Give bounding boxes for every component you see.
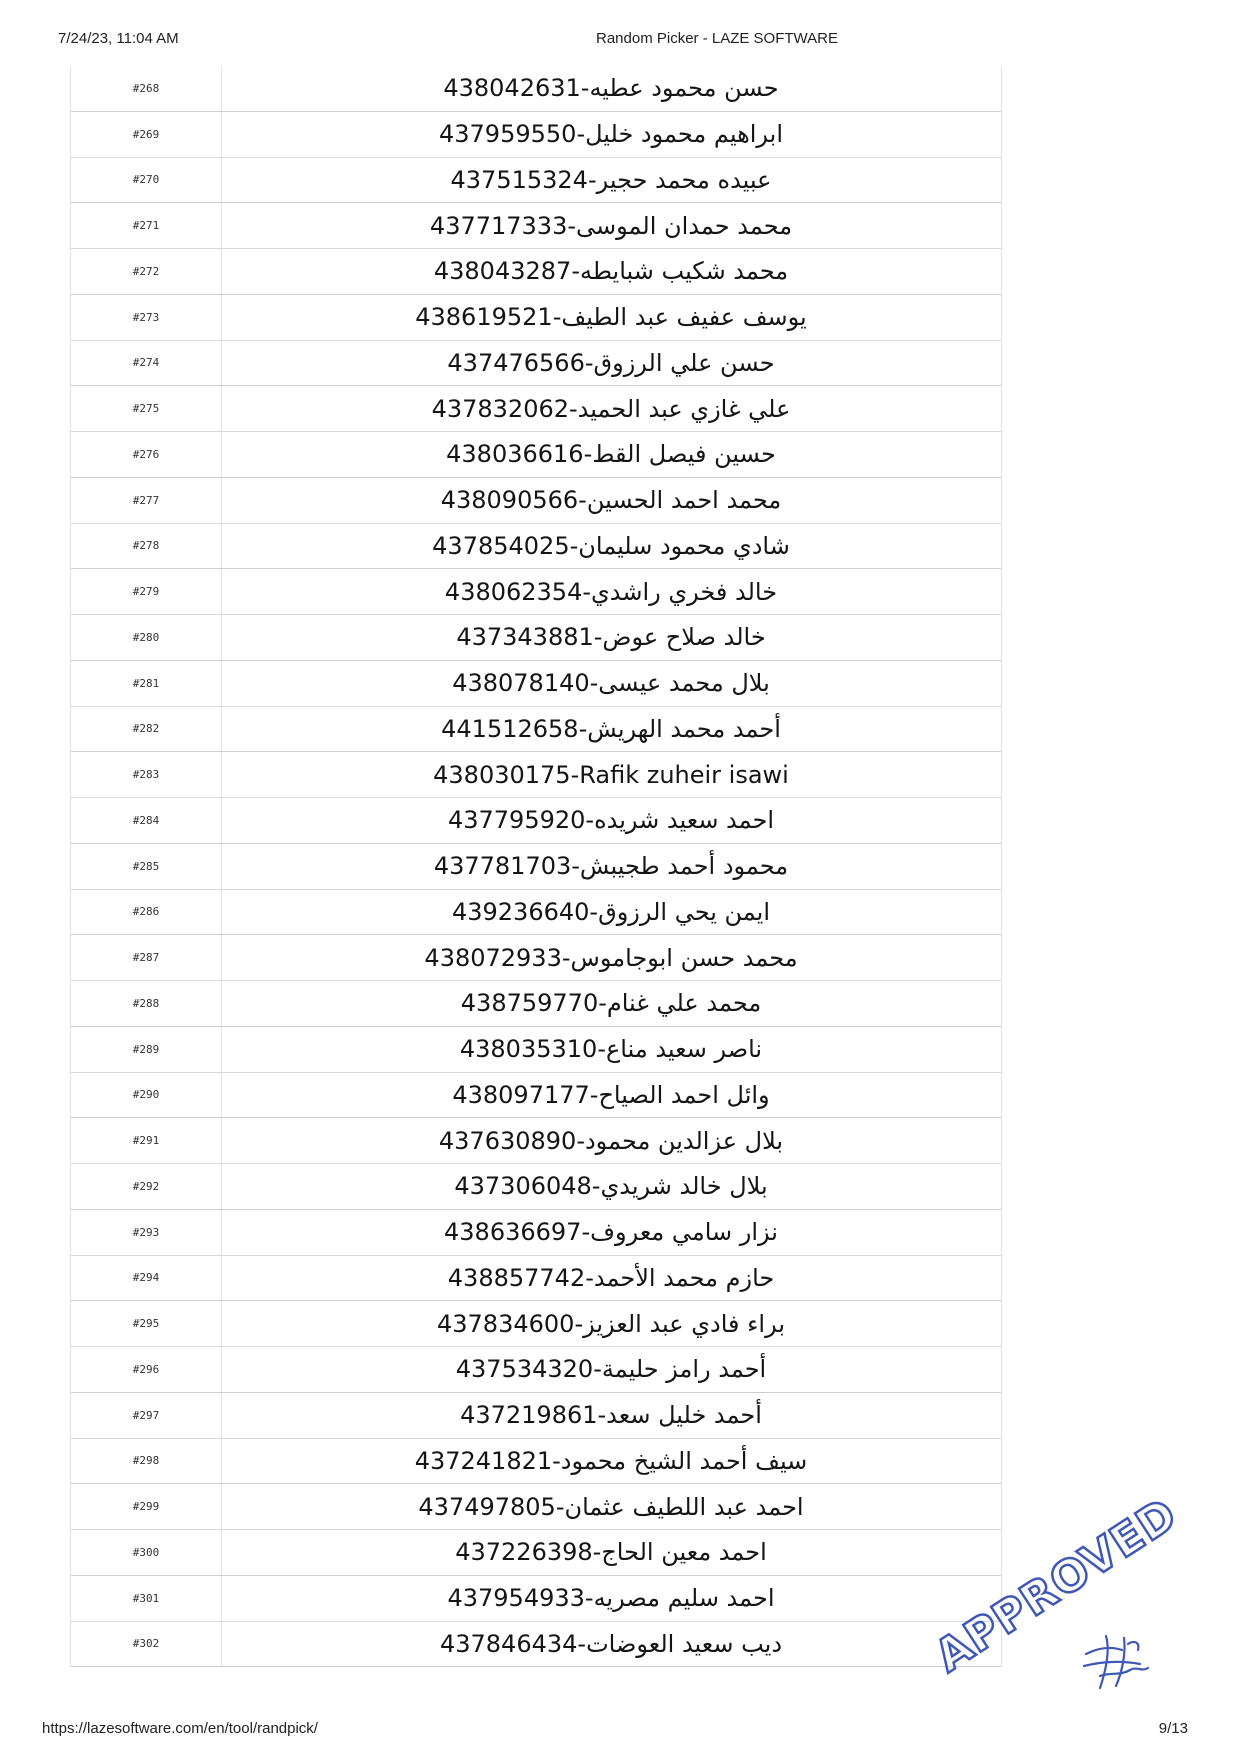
row-value: احمد عبد اللطيف عثمان-437497805 [418, 1492, 804, 1521]
table-row [71, 203, 1001, 249]
row-number: #279 [71, 569, 222, 614]
table-row [71, 844, 1001, 890]
row-value: حسن محمود عطيه-438042631 [443, 74, 779, 103]
table-row [71, 158, 1001, 204]
table-row [71, 569, 1001, 615]
row-number: #284 [71, 798, 222, 843]
table-row [71, 661, 1001, 707]
row-number: #278 [71, 524, 222, 569]
row-number: #302 [71, 1622, 222, 1667]
row-value: علي غازي عبد الحميد-437832062 [431, 394, 791, 423]
row-value: ابراهيم محمود خليل-437959550 [439, 120, 783, 149]
row-number: #298 [71, 1439, 222, 1484]
row-value: أحمد محمد الهريش-441512658 [441, 714, 781, 743]
row-number: #288 [71, 981, 222, 1026]
row-value: عبيده محمد حجير-437515324 [450, 165, 772, 194]
row-number: #290 [71, 1073, 222, 1118]
table-row [71, 249, 1001, 295]
row-value: محمد احمد الحسين-438090566 [440, 486, 782, 515]
row-number: #276 [71, 432, 222, 477]
table-row [71, 615, 1001, 661]
row-number: #274 [71, 341, 222, 386]
row-value: حازم محمد الأحمد-438857742 [447, 1263, 775, 1292]
row-number: #273 [71, 295, 222, 340]
row-value: يوسف عفيف عبد الطيف-438619521 [415, 303, 807, 332]
table-row [71, 1118, 1001, 1164]
table-row [71, 1530, 1001, 1576]
handwritten-signature-icon [1076, 1626, 1156, 1696]
row-value: حسن علي الرزوق-437476566 [447, 348, 775, 377]
row-value: 438030175-Rafik zuheir isawi [433, 760, 789, 789]
table-row [71, 341, 1001, 387]
page-number: 9/13 [1158, 1720, 1188, 1737]
table-row [71, 1439, 1001, 1485]
row-value: ايمن يحي الرزوق-439236640 [451, 897, 771, 926]
table-row [71, 935, 1001, 981]
table-row [71, 478, 1001, 524]
row-value: محمد حمدان الموسى-437717333 [429, 211, 793, 240]
table-row [71, 1576, 1001, 1622]
row-number: #272 [71, 249, 222, 294]
row-value: احمد سليم مصريه-437954933 [447, 1584, 775, 1613]
row-number: #269 [71, 112, 222, 157]
row-value: أحمد رامز حليمة-437534320 [455, 1355, 767, 1384]
row-number: #268 [71, 66, 222, 111]
table-row [71, 1073, 1001, 1119]
table-row [71, 798, 1001, 844]
table-row [71, 1393, 1001, 1439]
row-value: احمد سعيد شريده-437795920 [447, 806, 775, 835]
table-row [71, 386, 1001, 432]
row-number: #287 [71, 935, 222, 980]
row-number: #270 [71, 158, 222, 203]
row-number: #280 [71, 615, 222, 660]
table-row [71, 1301, 1001, 1347]
print-datetime: 7/24/23, 11:04 AM [58, 30, 179, 47]
row-number: #283 [71, 752, 222, 797]
row-number: #282 [71, 707, 222, 752]
table-row [71, 66, 1001, 112]
row-value: ناصر سعيد مناع-438035310 [459, 1035, 763, 1064]
row-value: ديب سعيد العوضات-437846434 [439, 1629, 783, 1658]
row-number: #285 [71, 844, 222, 889]
table-row [71, 752, 1001, 798]
table-row [71, 981, 1001, 1027]
source-url: https://lazesoftware.com/en/tool/randpick/ [42, 1720, 318, 1737]
row-value: خالد فخري راشدي-438062354 [444, 577, 778, 606]
row-value: شادي محمود سليمان-437854025 [432, 531, 790, 560]
table-row [71, 432, 1001, 478]
table-row [71, 1484, 1001, 1530]
row-value: احمد معين الحاج-437226398 [455, 1538, 767, 1567]
approved-stamp-text: APPROVED [925, 1488, 1187, 1682]
row-number: #289 [71, 1027, 222, 1072]
row-number: #286 [71, 890, 222, 935]
row-number: #300 [71, 1530, 222, 1575]
table-row [71, 890, 1001, 936]
row-number: #291 [71, 1118, 222, 1163]
row-number: #292 [71, 1164, 222, 1209]
table-row [71, 1256, 1001, 1302]
row-value: بلال محمد عيسى-438078140 [452, 669, 770, 698]
row-value: حسين فيصل القط-438036616 [446, 440, 776, 469]
row-value: بلال خالد شريدي-437306048 [454, 1172, 768, 1201]
row-number: #275 [71, 386, 222, 431]
table-row [71, 1347, 1001, 1393]
row-number: #295 [71, 1301, 222, 1346]
row-value: محمد حسن ابوجاموس-438072933 [424, 943, 798, 972]
table-row [71, 1210, 1001, 1256]
row-number: #293 [71, 1210, 222, 1255]
row-number: #297 [71, 1393, 222, 1438]
table-row [71, 707, 1001, 753]
row-value: نزار سامي معروف-438636697 [444, 1218, 778, 1247]
results-table [70, 66, 1002, 1667]
row-value: وائل احمد الصياح-438097177 [452, 1080, 770, 1109]
table-row [71, 295, 1001, 341]
page-title: Random Picker - LAZE SOFTWARE [596, 30, 838, 47]
row-value: محمد علي غنام-438759770 [460, 989, 762, 1018]
row-value: خالد صلاح عوض-437343881 [456, 623, 766, 652]
table-row [71, 1027, 1001, 1073]
row-value: سيف أحمد الشيخ محمود-437241821 [414, 1446, 808, 1475]
row-value: محمد شكيب شبايطه-438043287 [433, 257, 789, 286]
row-number: #281 [71, 661, 222, 706]
row-value: أحمد خليل سعد-437219861 [460, 1401, 762, 1430]
row-number: #294 [71, 1256, 222, 1301]
row-number: #271 [71, 203, 222, 248]
table-row [71, 112, 1001, 158]
row-number: #301 [71, 1576, 222, 1621]
row-number: #299 [71, 1484, 222, 1529]
row-value: محمود أحمد طجيبش-437781703 [433, 852, 789, 881]
row-value: بلال عزالدين محمود-437630890 [438, 1126, 784, 1155]
row-number: #296 [71, 1347, 222, 1392]
table-row [71, 1164, 1001, 1210]
table-row [71, 1622, 1001, 1668]
row-number: #277 [71, 478, 222, 523]
table-row [71, 524, 1001, 570]
row-value: براء فادي عبد العزيز-437834600 [437, 1309, 785, 1338]
